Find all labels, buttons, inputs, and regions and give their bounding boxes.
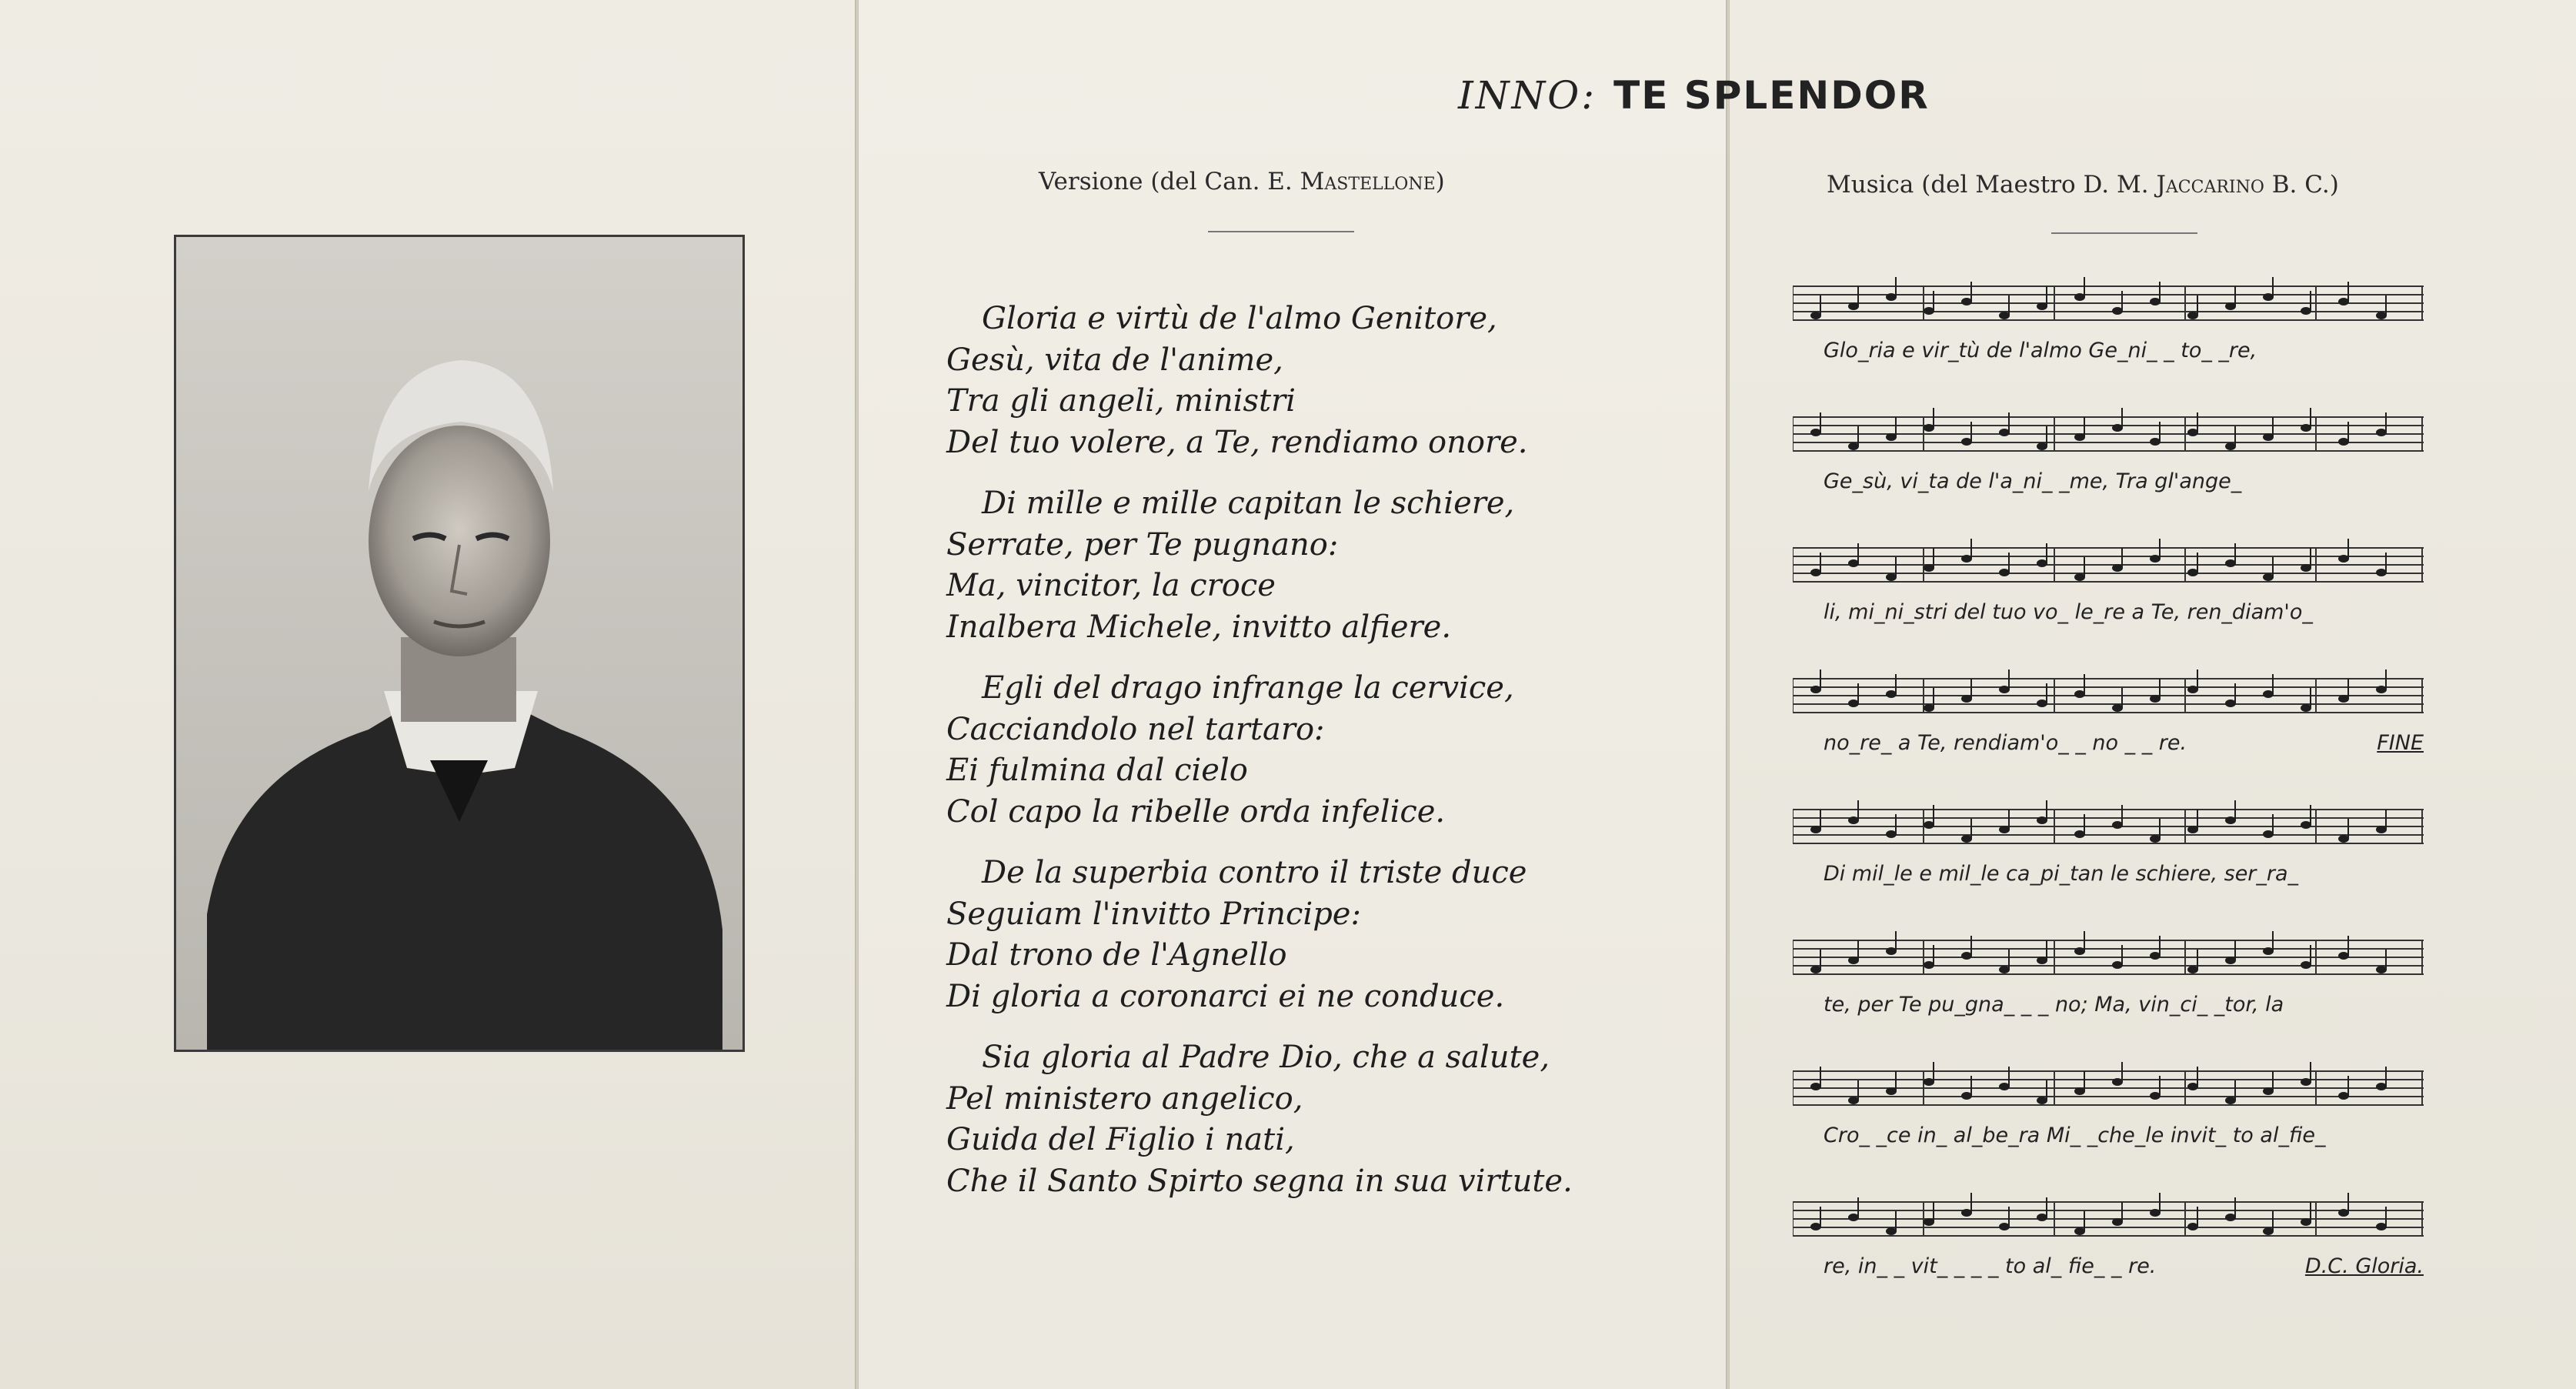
verse-line: De la superbia contro il triste duce — [982, 855, 1527, 890]
note — [2112, 821, 2123, 829]
note — [2301, 1218, 2311, 1226]
note — [2225, 559, 2236, 567]
note — [2150, 952, 2161, 960]
note — [2037, 700, 2047, 707]
hymn-text — [946, 299, 1716, 1222]
verse-line: Di mille e mille capitan le schiere, — [982, 486, 1515, 521]
note — [2301, 961, 2311, 969]
note — [2187, 826, 2198, 833]
note — [1848, 1097, 1859, 1104]
note — [2376, 966, 2387, 973]
note — [1848, 559, 1859, 567]
note — [2338, 835, 2349, 843]
note — [2150, 1092, 2161, 1100]
note — [1810, 686, 1821, 693]
staff — [1793, 931, 2424, 993]
music-lyric: te, per Te pu_gna_ _ _ no; Ma, vin_ci_ _tor, la — [1824, 993, 2284, 1017]
note — [1886, 947, 1897, 955]
staff — [1793, 800, 2424, 862]
music-end-mark: D.C. Gloria. — [2304, 1254, 2424, 1278]
note — [2150, 695, 2161, 703]
note — [2037, 442, 2047, 450]
staff — [1793, 1062, 2424, 1124]
note — [1810, 826, 1821, 833]
note — [2187, 312, 2198, 319]
note — [2074, 830, 2085, 838]
note — [2150, 1209, 2161, 1217]
note — [1924, 424, 1934, 432]
verse-line: Che il Santo Spirto segna in sua virtute. — [946, 1163, 1573, 1199]
note — [1848, 1214, 1859, 1221]
note — [2338, 695, 2349, 703]
note — [2263, 1227, 2274, 1235]
note — [1810, 312, 1821, 319]
note — [1924, 704, 1934, 712]
left-page — [0, 0, 856, 1389]
note — [2187, 966, 2198, 973]
note — [2338, 1092, 2349, 1100]
staff — [1793, 539, 2424, 600]
note — [1961, 438, 1972, 446]
note — [2376, 826, 2387, 833]
note — [2225, 302, 2236, 310]
stanza — [946, 483, 1716, 648]
note — [2150, 835, 2161, 843]
note — [1961, 835, 1972, 843]
music-lyric: Ge_sù, vi_ta de l'a_ni_ _me, Tra gl'ange_ — [1824, 469, 2242, 493]
note — [1924, 1078, 1934, 1086]
verse-line: Col capo la ribelle orda infelice. — [946, 793, 1446, 830]
note — [2338, 438, 2349, 446]
verse-line: Pel ministero angelico, — [946, 1080, 1303, 1117]
note — [2037, 816, 2047, 824]
note — [2263, 1087, 2274, 1095]
note — [2225, 816, 2236, 824]
music-lyric: no_re_ a Te, rendiam'o_ _ no _ _ re. — [1824, 731, 2187, 755]
note — [2263, 293, 2274, 301]
note — [2150, 298, 2161, 306]
verse-line: Guida del Figlio i nati, — [946, 1122, 1295, 1157]
note — [2376, 429, 2387, 436]
note — [2301, 307, 2311, 315]
note — [2150, 555, 2161, 563]
note — [1848, 302, 1859, 310]
note — [2074, 947, 2085, 955]
verse-line: Dal trono de l'Agnello — [946, 937, 1287, 973]
note — [1961, 952, 1972, 960]
credit-text: Musica (del Maestro D. M. — [1827, 171, 2157, 199]
note — [1810, 429, 1821, 436]
note — [2338, 555, 2349, 563]
staff — [1793, 408, 2424, 469]
note — [1999, 686, 2010, 693]
verse-line: Sia gloria al Padre Dio, che a salute, — [982, 1040, 1550, 1075]
note — [2225, 1214, 2236, 1221]
music-system — [1793, 539, 2424, 669]
verse-line: Gesù, vita de l'anime, — [946, 342, 1283, 378]
note — [1810, 569, 1821, 576]
note — [2338, 1209, 2349, 1217]
note — [1999, 826, 2010, 833]
credit-text: B. C.) — [2264, 171, 2339, 199]
verse-line: Di gloria a coronarci ei ne conduce. — [946, 978, 1505, 1014]
note — [2037, 957, 2047, 964]
hymn-title-name: TE SPLENDOR — [1613, 73, 1930, 118]
note — [1999, 569, 2010, 576]
note — [2225, 1097, 2236, 1104]
note — [2112, 424, 2123, 432]
note — [2112, 704, 2123, 712]
stanza — [946, 299, 1716, 463]
note — [1848, 700, 1859, 707]
music-system — [1793, 669, 2424, 800]
note — [1924, 564, 1934, 572]
note — [2037, 1214, 2047, 1221]
note — [1810, 966, 1821, 973]
note — [1886, 293, 1897, 301]
stanza — [946, 668, 1716, 833]
note — [2376, 569, 2387, 576]
note — [2074, 1087, 2085, 1095]
note — [2376, 1083, 2387, 1090]
note — [2187, 1223, 2198, 1230]
note — [1961, 298, 1972, 306]
note — [2376, 312, 2387, 319]
note — [2376, 686, 2387, 693]
staff — [1793, 669, 2424, 731]
note — [2263, 433, 2274, 441]
note — [2301, 704, 2311, 712]
note — [2150, 438, 2161, 446]
note — [1999, 429, 2010, 436]
note — [2074, 690, 2085, 698]
note — [2187, 1083, 2198, 1090]
verse-line: Seguiam l'invitto Principe: — [946, 896, 1361, 932]
hymn-title — [1458, 73, 1930, 118]
note — [1999, 312, 2010, 319]
note — [1961, 1092, 1972, 1100]
music-credit — [1827, 171, 2339, 199]
verse-line: Tra gli angeli, ministri — [946, 383, 1296, 419]
note — [1810, 1083, 1821, 1090]
stanza — [946, 853, 1716, 1017]
note — [2187, 569, 2198, 576]
note — [2074, 1227, 2085, 1235]
note — [2074, 293, 2085, 301]
note — [2112, 1078, 2123, 1086]
note — [1961, 1209, 1972, 1217]
note — [1886, 1087, 1897, 1095]
music-system — [1793, 931, 2424, 1062]
verse-line: Ei fulmina dal cielo — [946, 753, 1248, 788]
note — [1961, 555, 1972, 563]
note — [2338, 952, 2349, 960]
music-lyric: Cro_ _ce in_ al_be_ra Mi_ _che_le invit_ to al_fie_ — [1824, 1124, 2326, 1147]
note — [2037, 559, 2047, 567]
note — [2225, 442, 2236, 450]
note — [1810, 1223, 1821, 1230]
note — [1961, 695, 1972, 703]
note — [2376, 1223, 2387, 1230]
note — [2112, 307, 2123, 315]
note — [1924, 961, 1934, 969]
note — [2263, 573, 2274, 581]
staff — [1793, 277, 2424, 339]
note — [1924, 821, 1934, 829]
note — [1999, 1223, 2010, 1230]
verse-line: Ma, vincitor, la croce — [946, 568, 1276, 603]
composer-name: Jaccarino — [2156, 171, 2264, 199]
music-lyric: li, mi_ni_stri del tuo vo_ le_re a Te, ren_diam'o_ — [1824, 600, 2313, 624]
music-score — [1793, 277, 2424, 1324]
note — [2301, 1078, 2311, 1086]
translation-credit — [1039, 168, 1445, 195]
note — [1924, 307, 1934, 315]
note — [1848, 442, 1859, 450]
music-system — [1793, 800, 2424, 931]
note — [1999, 1083, 2010, 1090]
note — [1886, 1227, 1897, 1235]
music-system — [1793, 1062, 2424, 1193]
divider — [1208, 231, 1354, 232]
note — [2187, 429, 2198, 436]
credit-text: Versione (del Can. E. — [1039, 168, 1300, 195]
note — [2263, 830, 2274, 838]
note — [2112, 1218, 2123, 1226]
music-lyric: Glo_ria e vir_tù de l'almo Ge_ni_ _ to_ _re, — [1824, 339, 2257, 362]
note — [2301, 424, 2311, 432]
hymn-title-prefix: INNO: — [1458, 73, 1597, 118]
note — [2338, 298, 2349, 306]
credit-text: ) — [1435, 168, 1445, 195]
note — [1886, 433, 1897, 441]
note — [2074, 573, 2085, 581]
note — [1999, 966, 2010, 973]
note — [1848, 957, 1859, 964]
music-system — [1793, 277, 2424, 408]
note — [2112, 961, 2123, 969]
divider — [2051, 232, 2197, 234]
music-end-mark: FINE — [2377, 731, 2424, 755]
note — [2112, 564, 2123, 572]
verse-line: Gloria e virtù de l'almo Genitore, — [982, 301, 1497, 336]
music-system — [1793, 1193, 2424, 1324]
note — [2225, 957, 2236, 964]
note — [2037, 302, 2047, 310]
verse-line: Inalbera Michele, invitto alfiere. — [946, 609, 1452, 645]
note — [1886, 573, 1897, 581]
note — [1924, 1218, 1934, 1226]
verse-line: Del tuo volere, a Te, rendiamo onore. — [946, 424, 1528, 460]
note — [2074, 433, 2085, 441]
translator-name: Mastellone — [1300, 168, 1436, 195]
note — [2187, 686, 2198, 693]
note — [1848, 816, 1859, 824]
music-lyric: re, in_ _ vit_ _ _ _ to al_ fie_ _ re. — [1824, 1254, 2157, 1278]
portrait-photo — [174, 235, 745, 1052]
verse-line: Egli del drago infrange la cervice, — [982, 670, 1514, 706]
note — [2037, 1097, 2047, 1104]
note — [2263, 690, 2274, 698]
verse-line: Cacciandolo nel tartaro: — [946, 711, 1325, 747]
verse-line: Serrate, per Te pugnano: — [946, 526, 1339, 563]
note — [2301, 564, 2311, 572]
music-lyric: Di mil_le e mil_le ca_pi_tan le schiere, ser_ra_ — [1824, 862, 2299, 886]
note — [2301, 821, 2311, 829]
staff — [1793, 1193, 2424, 1254]
note — [1886, 830, 1897, 838]
note — [1886, 690, 1897, 698]
music-system — [1793, 408, 2424, 539]
note — [2263, 947, 2274, 955]
stanza — [946, 1037, 1716, 1202]
note — [2225, 700, 2236, 707]
